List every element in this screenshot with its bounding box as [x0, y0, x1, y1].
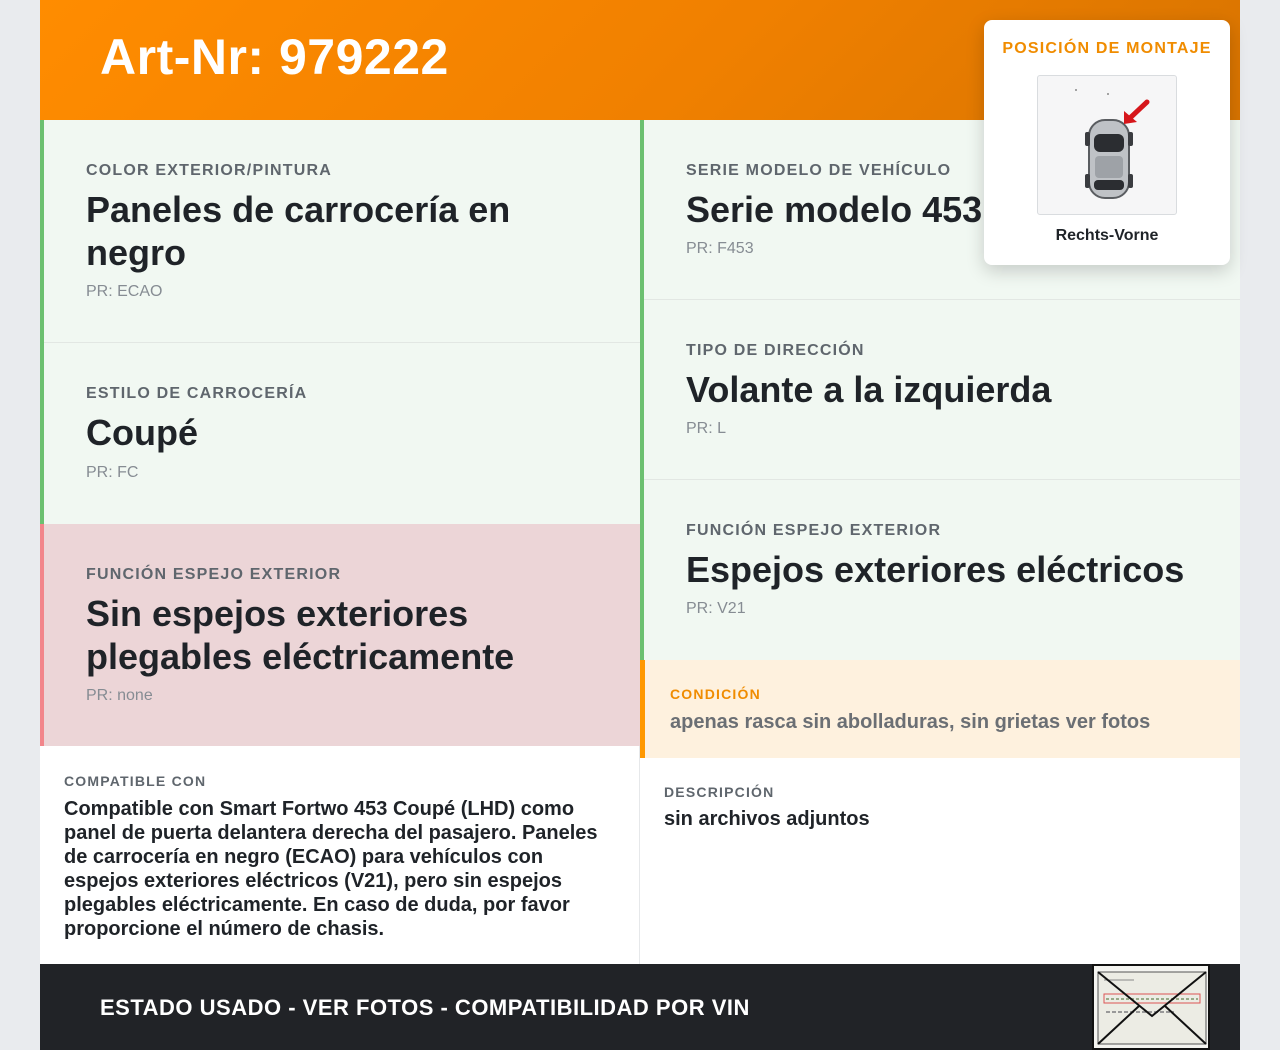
spec-label: FUNCIÓN ESPEJO EXTERIOR	[686, 522, 942, 539]
spec-value: Coupé	[86, 412, 198, 453]
spec-label: FUNCIÓN ESPEJO EXTERIOR	[86, 566, 342, 583]
spec-pr-code: PR: none	[86, 687, 153, 704]
spec-card-steering	[640, 300, 1240, 480]
condition-label: CONDICIÓN	[670, 686, 761, 702]
footer-text: ESTADO USADO - VER FOTOS - COMPATIBILIDAD POR VIN	[100, 995, 750, 1020]
spec-card-body-style	[40, 343, 640, 524]
mount-position-caption: Rechts-Vorne	[1055, 227, 1159, 244]
compatibility-label: COMPATIBLE CON	[64, 773, 207, 789]
condition-text: apenas rasca sin abolladuras, sin grietas ver fotos	[670, 711, 1151, 733]
spec-pr-code: PR: V21	[686, 600, 746, 617]
car-top-view-icon	[1037, 75, 1177, 215]
spec-pr-code: PR: L	[686, 420, 727, 437]
spec-value: Sin espejos exteriores plegables eléctricamente	[86, 593, 515, 677]
spec-label: TIPO DE DIRECCIÓN	[686, 342, 865, 359]
spec-pr-code: PR: ECAO	[86, 283, 163, 300]
compatibility-box	[40, 746, 640, 964]
spec-label: SERIE MODELO DE VEHÍCULO	[686, 162, 952, 179]
envelope-icon	[1094, 966, 1210, 1050]
spec-card-mirror-function	[640, 480, 1240, 660]
footer-bar	[40, 964, 1240, 1050]
mount-position-card	[984, 20, 1230, 265]
label-photo-thumbnail[interactable]	[1092, 964, 1210, 1050]
description-text: sin archivos adjuntos	[664, 808, 870, 830]
spec-pr-code: PR: F453	[686, 240, 754, 257]
spec-value: Espejos exteriores eléctricos	[686, 549, 1185, 590]
spec-card-exterior-color	[40, 120, 640, 343]
spec-value: Serie modelo 453	[686, 189, 983, 230]
spec-pr-code: PR: FC	[86, 464, 139, 481]
spec-label: COLOR EXTERIOR/PINTURA	[86, 162, 332, 179]
compatibility-text: Compatible con Smart Fortwo 453 Coupé (LHD) como panel de puerta delantera derecha del pasajero. Paneles de carrocería en negro (ECAO) para vehículos con espejos exteriores eléctricos (V21), pero sin espejos plegables eléctricamente. En caso de duda, por favor proporcione el número de chasis.	[64, 798, 598, 940]
description-box	[640, 758, 1240, 964]
spec-value: Paneles de carrocería en negro	[86, 189, 511, 273]
article-number: Art-Nr: 979222	[100, 29, 449, 85]
mount-position-label: POSICIÓN DE MONTAJE	[1002, 40, 1212, 57]
spec-value: Volante a la izquierda	[686, 369, 1052, 410]
description-label: DESCRIPCIÓN	[664, 784, 775, 800]
spec-card-mirror-folding	[40, 524, 640, 746]
spec-label: ESTILO DE CARROCERÍA	[86, 385, 308, 402]
condition-box	[640, 660, 1240, 758]
